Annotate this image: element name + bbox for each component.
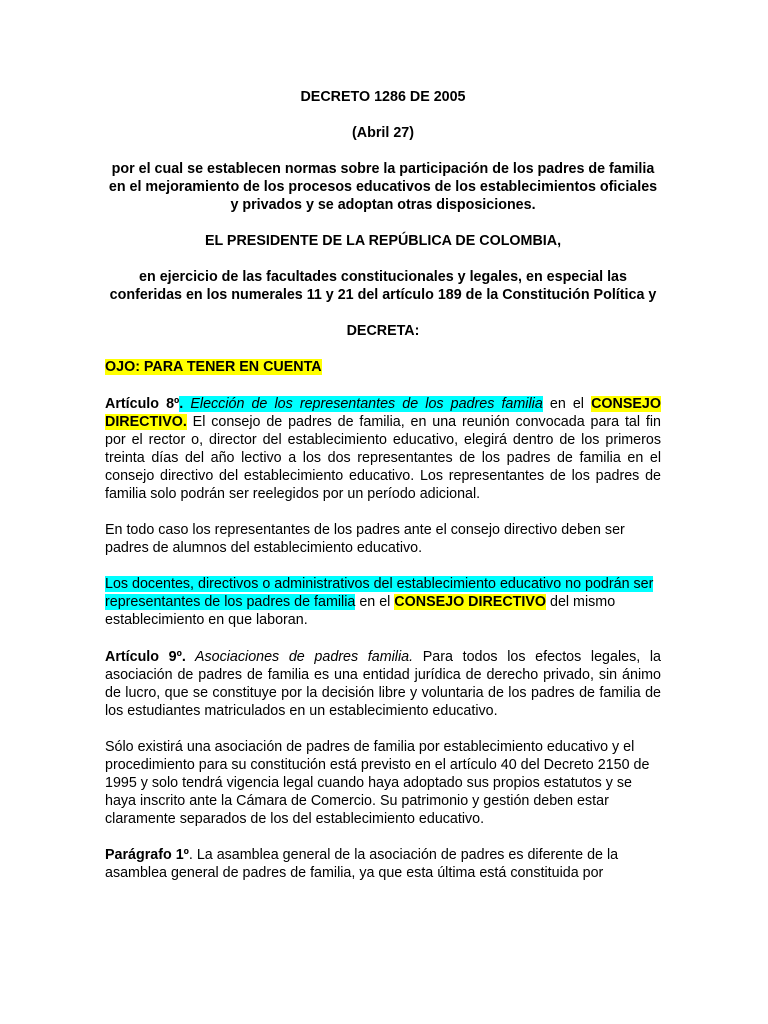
note-heading [105, 358, 661, 376]
articulo-8-body: El consejo de padres de familia, en una reunión convocada para tal fin por el rector o, director del establecimiento educativo, elegirá dentro de los primeros treinta días del año lectivo a los dos representantes de los padres de familia en el consejo directivo del establecimiento educativo. Los representantes de los padres de familia solo podrán ser reelegidos por un período adicional. [105, 414, 661, 502]
articulo-8-title: Elección de los representantes de los padres familia [183, 396, 543, 412]
decree-summary: por el cual se establecen normas sobre la participación de los padres de familia en el mejoramiento de los procesos educativos de los establecimientos oficiales y privados y se adoptan otras disposiciones. [108, 161, 658, 213]
decree-authority: EL PRESIDENTE DE LA REPÚBLICA DE COLOMBIA, [204, 233, 562, 249]
articulo-8-paragraph-3 [105, 575, 661, 629]
articulo-8-label: Artículo 8º [105, 396, 180, 412]
articulo-9-body: Para todos los efectos legales, la asociación de padres de familia es una entidad jurídica de derecho privado, sin ánimo de lucro, que se constituye por la decisión libre y voluntaria de los padres de familia de los estudiantes matriculados en un establecimiento educativo. [105, 649, 661, 719]
articulo-8-consejo-directivo: CONSEJO DIRECTIVO. [105, 396, 661, 430]
articulo-8-connector: en el [542, 396, 592, 412]
articulo-9-label: Artículo 9º. [105, 649, 186, 665]
decree-title: DECRETO 1286 DE 2005 [300, 89, 466, 105]
articulo-9-paragraph-1 [105, 648, 661, 720]
paragrafo-1-body: . La asamblea general de la asociación de padres es diferente de la asamblea general de padres de familia, ya que esta última está constituida por [105, 847, 619, 881]
decree-decreta: DECRETA: [346, 323, 420, 339]
articulo-8-dot: . [179, 396, 184, 412]
decree-powers: en ejercicio de las facultades constitucionales y legales, en especial las conferidas en los numerales 11 y 21 del artículo 189 de la Constitución Política y [109, 269, 657, 303]
paragrafo-1-label: Parágrafo 1º [105, 847, 189, 863]
articulo-8-paragraph-1 [105, 395, 661, 503]
articulo-8-p3-end: del mismo establecimiento en que laboran. [105, 594, 616, 628]
articulo-8-p3-connector: en el [355, 594, 395, 610]
articulo-9-paragraph-2: Sólo existirá una asociación de padres de familia por establecimiento educativo y el procedimiento para su constitución está previsto en el artículo 40 del Decreto 2150 de 1995 y solo tendrá vigencia legal cuando haya adoptado sus propios estatutos y se haya inscrito ante la Cámara de Comercio. Su patrimonio y gestión deben estar claramente separados de los del establecimiento educativo. [105, 739, 650, 827]
note-text: OJO: PARA TENER EN CUENTA [105, 359, 322, 375]
articulo-8-p3-cyan: Los docentes, directivos o administrativos del establecimiento educativo no podrán ser representantes de los padres de familia [105, 576, 654, 610]
decree-date: (Abril 27) [352, 125, 414, 141]
articulo-8-paragraph-2: En todo caso los representantes de los padres ante el consejo directivo deben ser padres de alumnos del establecimiento educativo. [105, 522, 625, 556]
articulo-8-p3-consejo: CONSEJO DIRECTIVO [394, 594, 547, 610]
paragrafo-1 [105, 846, 661, 882]
document-page [105, 88, 661, 882]
articulo-9-title: Asociaciones de padres familia. [185, 649, 414, 665]
